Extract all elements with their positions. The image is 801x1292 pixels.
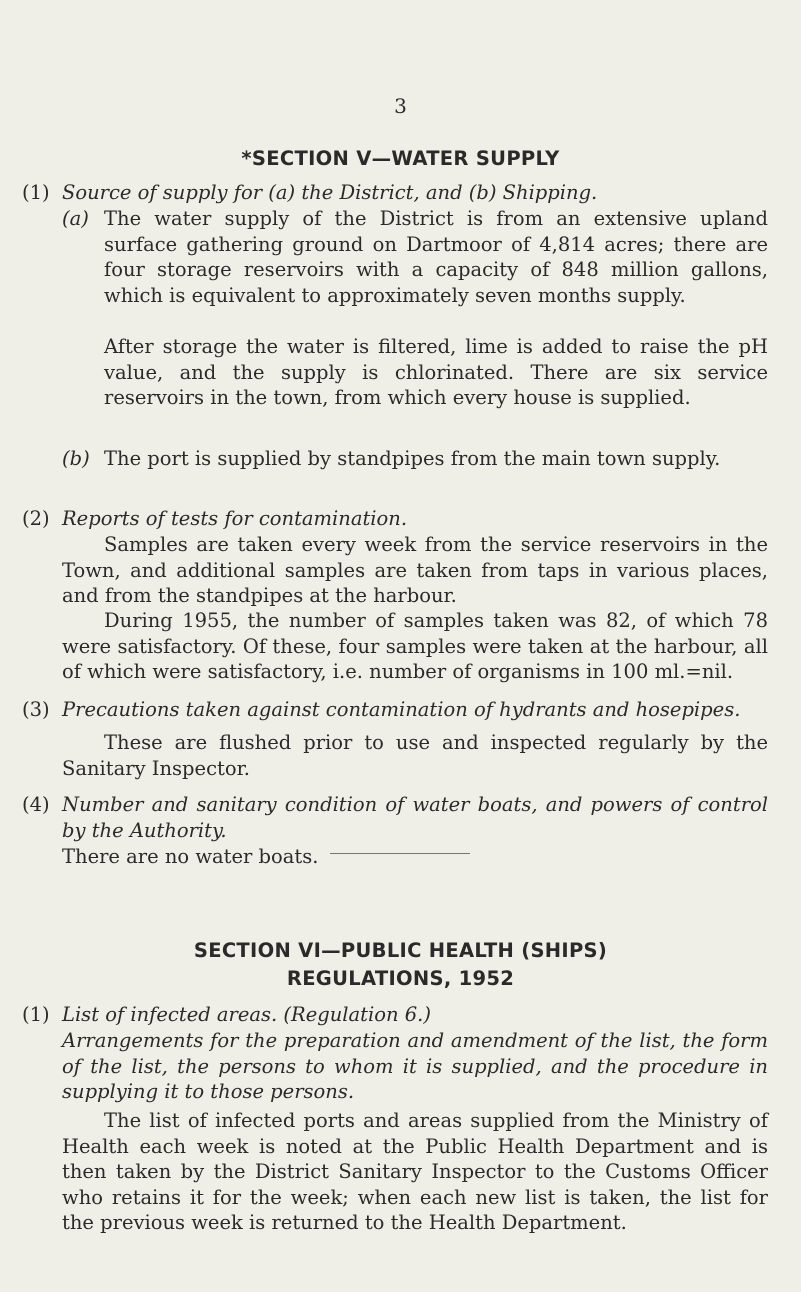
item-heading: Number and sanitary condition of water boats, and powers of control by the Authority. [62,793,768,842]
page-number: 3 [394,94,407,118]
heading-part: Source of supply for ( [62,181,276,204]
paragraph: There are no water boats. [62,845,319,868]
section-6-title-line2: REGULATIONS, 1952 [286,967,515,990]
item-number: (2) [22,507,50,530]
item-number: (3) [22,698,50,721]
item-heading: List of infected areas. (Regulation 6.) [62,1003,431,1026]
item-number: (1) [22,1003,50,1026]
item-heading [62,180,782,206]
heading-part: b [476,181,489,204]
item-number: (1) [22,181,50,204]
item-number: (4) [22,793,50,816]
paragraph: The water supply of the District is from an extensive upland surface gathering ground on Dartmoor of 4,814 acres; there are four storage reservoirs with a capacity of 848 million gallons, which is equivalent to approximately seven months supply. [104,207,768,307]
paragraph: After storage the water is filtered, lime is added to raise the pH value, and the supply is chlorinated. There are six service reservoirs in the town, from which every house is supplied. [104,335,768,410]
sub-label: (b) [62,447,90,470]
section-divider [330,853,470,854]
paragraph: The port is supplied by standpipes from the main town supply. [104,447,721,470]
paragraph: These are flushed prior to use and inspected regularly by the Sanitary Inspector. [62,731,768,780]
section-6-title: SECTION VI—PUBLIC HEALTH (SHIPS) [193,939,608,962]
item-heading: Precautions taken against contamination of hydrants and hosepipes. [62,698,741,721]
item-subheading: Arrangements for the preparation and amendment of the list, the form of the list, the persons to whom it is supplied, and the procedure in supplying it to those persons. [62,1029,768,1104]
item-heading: Reports of tests for contamination. [62,507,408,530]
heading-part: ) the District, and ( [287,181,477,204]
heading-part: a [275,181,288,204]
section-5-title: *SECTION V—WATER SUPPLY [241,147,560,170]
paragraph: Samples are taken every week from the service reservoirs in the Town, and additional samples are taken from taps in various places, and from the standpipes at the harbour. [62,533,768,608]
heading-part: ) Shipping. [488,181,598,204]
paragraph: The list of infected ports and areas supplied from the Ministry of Health each week is noted at the Public Health Department and is then taken by the District Sanitary Inspector to the Customs Officer who retains it for the week; when each new list is taken, the list for the previous week is returned to the Health Department. [62,1109,768,1235]
sub-label: (a) [62,207,89,230]
paragraph: During 1955, the number of samples taken was 82, of which 78 were satisfactory. Of these, four samples were taken at the harbour, all of which were satisfactory, i.e. number of organisms in 100 ml.=nil. [62,609,768,684]
